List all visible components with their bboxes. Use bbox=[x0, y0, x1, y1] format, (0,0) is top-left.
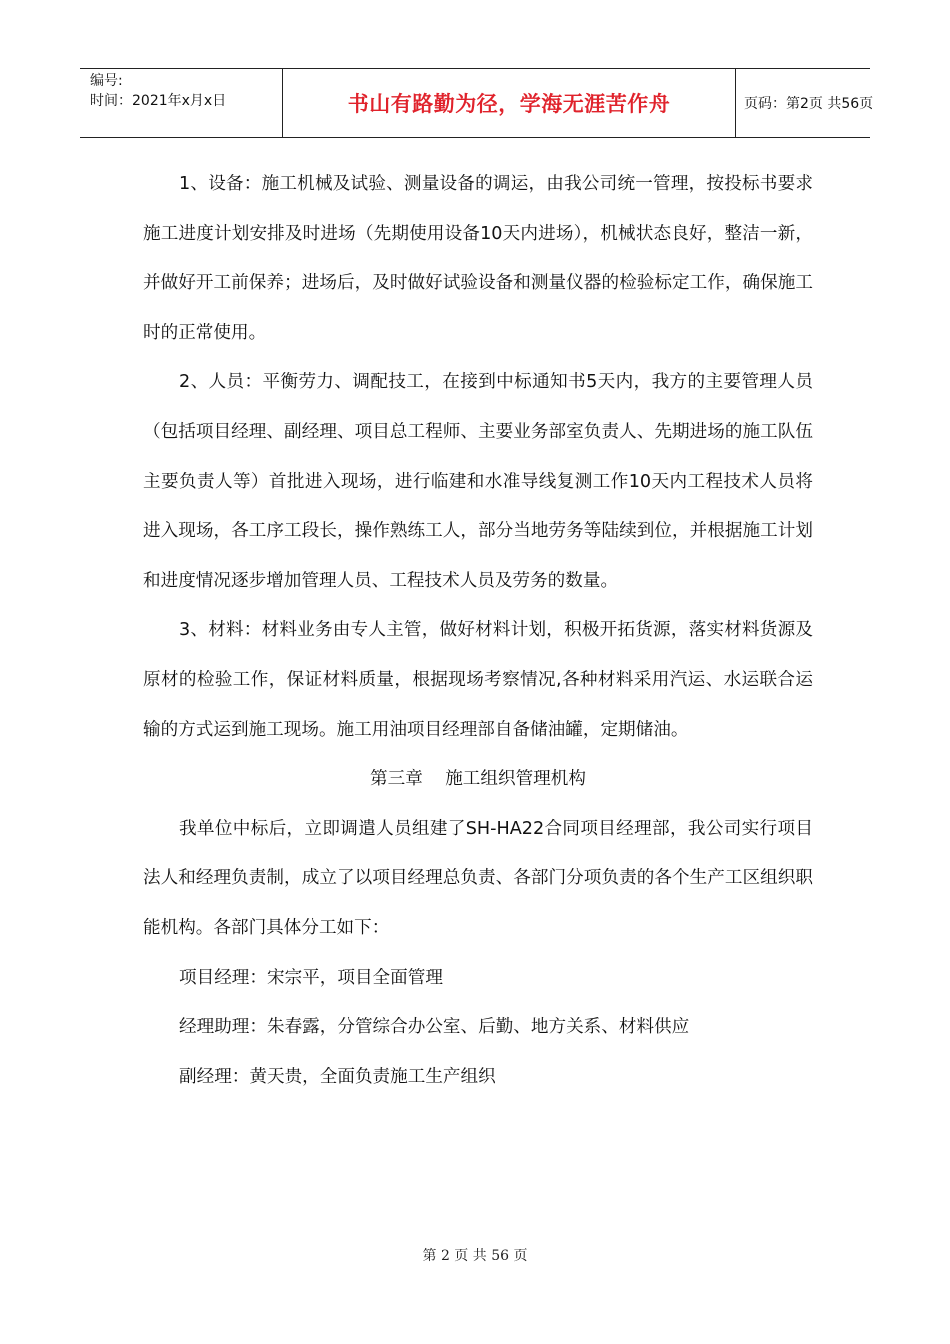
header-page-info: 页码：第2页 共56页 bbox=[744, 96, 874, 112]
paragraph-materials: 3、材料：材料业务由专人主管，做好材料计划，积极开拓货源，落实材料货源及原材的检验工作，保证材料质量，根据现场考察情况,各种材料采用汽运、水运联合运输的方式运到施工现场。施工用油项目经理部自备储油罐，定期储油。 bbox=[143, 620, 813, 740]
paragraph-personnel: 2、人员：平衡劳力、调配技工，在接到中标通知书5天内，我方的主要管理人员（包括项目经理、副经理、项目总工程师、主要业务部室负责人、先期进场的施工队伍主要负责人等）首批进入现场，进行临建和水准导线复测工作10天内工程技术人员将进入现场，各工序工段长，操作熟练工人，部分当地劳务等陆续到位，并根据施工计划和进度情况逐步增加管理人员、工程技术人员及劳务的数量。 bbox=[143, 372, 813, 591]
page-footer: 第 2 页 共 56 页 bbox=[422, 1248, 528, 1264]
chapter-heading: 第三章 施工组织管理机构 bbox=[370, 769, 586, 790]
document-date: 时间：2021年x月x日 bbox=[90, 93, 227, 109]
page-header bbox=[80, 68, 874, 138]
paragraph-organization: 我单位中标后，立即调遣人员组建了SH-HA22合同项目经理部，我公司实行项目法人和经理负责制，成立了以项目经理总负责、各部门分项负责的各个生产工区组织职能机构。各部门具体分工如下： bbox=[143, 818, 813, 938]
role-manager-assistant: 经理助理：朱春露，分管综合办公室、后勤、地方关系、材料供应 bbox=[179, 1017, 690, 1038]
header-page-cell bbox=[736, 69, 874, 137]
document-body bbox=[143, 160, 813, 1102]
header-motto: 书山有路勤为径，学海无涯苦作舟 bbox=[347, 91, 671, 116]
document-number-label: 编号: bbox=[90, 73, 123, 89]
header-motto-cell bbox=[282, 69, 736, 137]
role-project-manager: 项目经理：宋宗平，项目全面管理 bbox=[179, 967, 443, 988]
role-deputy-manager: 副经理：黄天贵，全面负责施工生产组织 bbox=[179, 1066, 496, 1087]
paragraph-equipment: 1、设备：施工机械及试验、测量设备的调运，由我公司统一管理，按投标书要求施工进度计划安排及时进场（先期使用设备10天内进场），机械状态良好，整洁一新，并做好开工前保养；进场后，及时做好试验设备和测量仪器的检验标定工作，确保施工时的正常使用。 bbox=[143, 174, 813, 343]
header-meta bbox=[80, 69, 282, 137]
